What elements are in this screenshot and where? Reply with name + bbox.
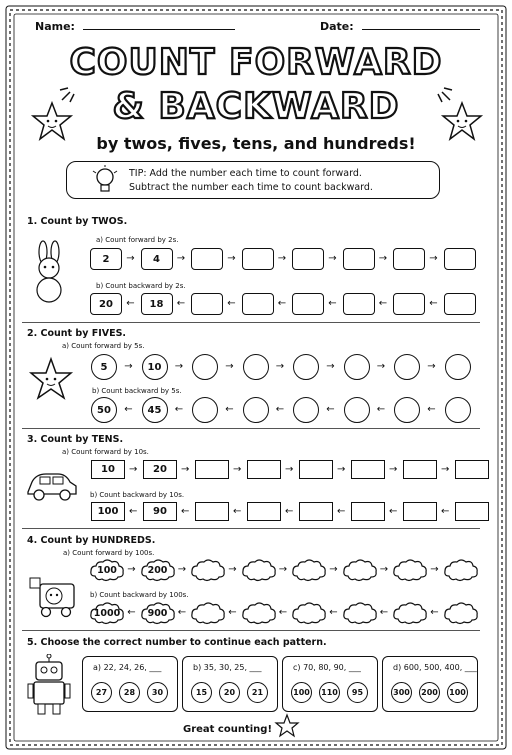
answer-option[interactable]: 300 [391, 682, 412, 703]
forward-arrow: → [376, 361, 386, 372]
burst-rays-icon [428, 78, 454, 104]
name-field[interactable] [35, 20, 235, 33]
section-divider [22, 428, 480, 429]
pattern-question-a [82, 656, 178, 712]
backward-arrow: ← [129, 505, 138, 517]
answer-blank[interactable] [343, 293, 375, 315]
answer-option[interactable]: 21 [247, 682, 268, 703]
lightbulb-icon [91, 165, 119, 195]
title-line-2: & BACKWARD [112, 86, 400, 127]
answer-blank[interactable] [293, 397, 319, 423]
answer-blank[interactable] [195, 460, 229, 479]
forward-arrow: → [430, 564, 439, 575]
date-label: Date: [320, 20, 354, 33]
forward-arrow: → [326, 361, 335, 372]
backward-arrow: ← [326, 404, 335, 415]
section-twos-title: 1. Count by TWOS. [27, 216, 128, 227]
given-number [140, 601, 176, 625]
footer-text: Great counting! [183, 724, 273, 735]
given-number: 10 [91, 460, 125, 479]
backward-arrow: ← [429, 298, 438, 309]
forward-arrow: → [277, 253, 287, 264]
subtitle: by twos, fives, tens, and hundreds! [96, 134, 416, 153]
given-number [89, 558, 125, 582]
cloud-value: 900 [147, 607, 168, 619]
answer-blank[interactable] [351, 460, 385, 479]
given-number [140, 558, 176, 582]
forward-arrow: → [275, 361, 285, 372]
twos-forward-label: a) Count forward by 2s. [96, 236, 179, 244]
forward-arrow: → [378, 253, 388, 264]
fives-backward-label: b) Count backward by 5s. [92, 387, 182, 395]
answer-blank[interactable] [190, 558, 226, 582]
forward-arrow: → [225, 361, 234, 372]
answer-blank[interactable] [292, 293, 324, 315]
backward-arrow: ← [379, 607, 389, 618]
answer-blank[interactable] [291, 558, 327, 582]
forward-arrow: → [129, 463, 138, 475]
answer-blank[interactable] [394, 354, 420, 380]
forward-arrow: → [181, 463, 190, 475]
answer-option[interactable]: 27 [91, 682, 112, 703]
answer-blank[interactable] [455, 460, 489, 479]
backward-arrow: ← [441, 505, 450, 517]
given-number: 45 [142, 397, 168, 423]
answer-blank[interactable] [443, 601, 479, 625]
forward-arrow: → [124, 361, 133, 372]
answer-blank[interactable] [243, 397, 269, 423]
name-label: Name: [35, 20, 75, 33]
backward-arrow: ← [277, 298, 287, 309]
pattern-question-d [382, 656, 478, 712]
forward-arrow: → [379, 564, 389, 575]
section-hundreds-title: 4. Count by HUNDREDS. [27, 535, 156, 546]
backward-arrow: ← [430, 607, 439, 618]
backward-arrow: ← [227, 298, 236, 309]
answer-blank[interactable] [291, 601, 327, 625]
answer-blank[interactable] [247, 502, 281, 521]
hundreds-backward-label: b) Count backward by 100s. [90, 591, 189, 599]
forward-arrow: → [441, 463, 450, 475]
given-number: 10 [142, 354, 168, 380]
section-fives-title: 2. Count by FIVES. [27, 328, 127, 339]
given-number: 20 [90, 293, 122, 315]
forward-arrow: → [227, 253, 236, 264]
given-number: 20 [143, 460, 177, 479]
answer-blank[interactable] [299, 502, 333, 521]
answer-blank[interactable] [242, 248, 274, 270]
answer-blank[interactable] [392, 601, 428, 625]
answer-blank[interactable] [342, 558, 378, 582]
answer-blank[interactable] [393, 293, 425, 315]
answer-blank[interactable] [344, 354, 370, 380]
backward-arrow: ← [337, 505, 346, 517]
answer-blank[interactable] [444, 293, 476, 315]
answer-blank[interactable] [342, 601, 378, 625]
answer-option[interactable]: 15 [191, 682, 212, 703]
answer-blank[interactable] [393, 248, 425, 270]
answer-blank[interactable] [445, 397, 471, 423]
backward-arrow: ← [124, 404, 133, 415]
backward-arrow: ← [177, 607, 187, 618]
given-number: 50 [91, 397, 117, 423]
star-icon [27, 356, 75, 402]
answer-blank[interactable] [241, 601, 277, 625]
pattern-question-text: a) 22, 24, 26, ___ [93, 663, 162, 672]
answer-blank[interactable] [351, 502, 385, 521]
backward-arrow: ← [328, 298, 337, 309]
backward-arrow: ← [285, 505, 294, 517]
bunny-icon [29, 240, 69, 304]
forward-arrow: → [177, 564, 187, 575]
forward-arrow: → [337, 463, 346, 475]
backward-arrow: ← [174, 404, 184, 415]
answer-blank[interactable] [299, 460, 333, 479]
date-field[interactable] [320, 20, 480, 33]
title-line-1: COUNT FORWARD [69, 42, 443, 83]
backward-arrow: ← [275, 404, 285, 415]
star-icon [274, 713, 300, 739]
answer-option[interactable]: 110 [319, 682, 340, 703]
pattern-question-text: b) 35, 30, 25, ___ [193, 663, 262, 672]
pattern-question-text: c) 70, 80, 90, ___ [293, 663, 361, 672]
pattern-question-b [182, 656, 278, 712]
answer-option[interactable]: 100 [291, 682, 312, 703]
answer-blank[interactable] [394, 397, 420, 423]
answer-blank[interactable] [445, 354, 471, 380]
answer-blank[interactable] [293, 354, 319, 380]
section-divider [22, 630, 480, 631]
answer-blank[interactable] [191, 248, 223, 270]
given-number [89, 601, 125, 625]
answer-blank[interactable] [247, 460, 281, 479]
answer-blank[interactable] [191, 293, 223, 315]
forward-arrow: → [228, 564, 237, 575]
section-divider [22, 322, 480, 323]
forward-arrow: → [233, 463, 242, 475]
answer-option[interactable]: 28 [119, 682, 140, 703]
answer-blank[interactable] [242, 293, 274, 315]
answer-option[interactable]: 100 [447, 682, 468, 703]
forward-arrow: → [285, 463, 294, 475]
twos-backward-label: b) Count backward by 2s. [96, 282, 186, 290]
backward-arrow: ← [329, 607, 338, 618]
forward-arrow: → [278, 564, 288, 575]
backward-arrow: ← [389, 505, 398, 517]
cloud-value: 200 [147, 564, 168, 576]
tip-line-2: Subtract the number each time to count backward. [129, 182, 373, 193]
answer-blank[interactable] [455, 502, 489, 521]
section-patterns-title: 5. Choose the correct number to continue each pattern. [27, 637, 327, 648]
pattern-question-c [282, 656, 378, 712]
backward-arrow: ← [176, 298, 186, 309]
tip-line-1: TIP: Add the number each time to count forward. [129, 168, 362, 179]
answer-option[interactable]: 20 [219, 682, 240, 703]
answer-blank[interactable] [243, 354, 269, 380]
answer-blank[interactable] [444, 248, 476, 270]
forward-arrow: → [427, 361, 436, 372]
given-number: 4 [141, 248, 173, 270]
backward-arrow: ← [378, 298, 388, 309]
backward-arrow: ← [427, 404, 436, 415]
backward-arrow: ← [228, 607, 237, 618]
forward-arrow: → [329, 564, 338, 575]
forward-arrow: → [174, 361, 184, 372]
given-number: 100 [91, 502, 125, 521]
given-number: 18 [141, 293, 173, 315]
given-number: 5 [91, 354, 117, 380]
section-tens-title: 3. Count by TENS. [27, 434, 124, 445]
answer-blank[interactable] [195, 502, 229, 521]
section-divider [22, 528, 480, 529]
backward-arrow: ← [181, 505, 190, 517]
train-icon [24, 570, 80, 618]
tens-forward-label: a) Count forward by 10s. [62, 448, 149, 456]
robot-icon [26, 654, 72, 716]
forward-arrow: → [429, 253, 438, 264]
answer-blank[interactable] [403, 502, 437, 521]
answer-blank[interactable] [241, 558, 277, 582]
answer-blank[interactable] [192, 397, 218, 423]
answer-blank[interactable] [392, 558, 428, 582]
answer-blank[interactable] [343, 248, 375, 270]
answer-option[interactable]: 95 [347, 682, 368, 703]
answer-blank[interactable] [443, 558, 479, 582]
tip-box [66, 161, 440, 199]
answer-blank[interactable] [192, 354, 218, 380]
answer-blank[interactable] [190, 601, 226, 625]
backward-arrow: ← [126, 298, 135, 309]
forward-arrow: → [176, 253, 186, 264]
tens-backward-label: b) Count backward by 10s. [90, 491, 185, 499]
given-number: 2 [90, 248, 122, 270]
answer-option[interactable]: 200 [419, 682, 440, 703]
answer-blank[interactable] [403, 460, 437, 479]
forward-arrow: → [127, 564, 136, 575]
hundreds-forward-label: a) Count forward by 100s. [63, 549, 155, 557]
fives-forward-label: a) Count forward by 5s. [62, 342, 145, 350]
cloud-value: 1000 [93, 607, 121, 619]
answer-blank[interactable] [344, 397, 370, 423]
backward-arrow: ← [233, 505, 242, 517]
backward-arrow: ← [376, 404, 386, 415]
forward-arrow: → [126, 253, 135, 264]
answer-option[interactable]: 30 [147, 682, 168, 703]
pattern-question-text: d) 600, 500, 400, ___ [393, 663, 477, 672]
given-number: 90 [143, 502, 177, 521]
car-icon [24, 468, 80, 504]
backward-arrow: ← [127, 607, 136, 618]
cloud-value: 100 [97, 564, 117, 576]
backward-arrow: ← [278, 607, 288, 618]
backward-arrow: ← [225, 404, 234, 415]
answer-blank[interactable] [292, 248, 324, 270]
forward-arrow: → [389, 463, 398, 475]
forward-arrow: → [328, 253, 337, 264]
burst-rays-icon [58, 78, 84, 104]
